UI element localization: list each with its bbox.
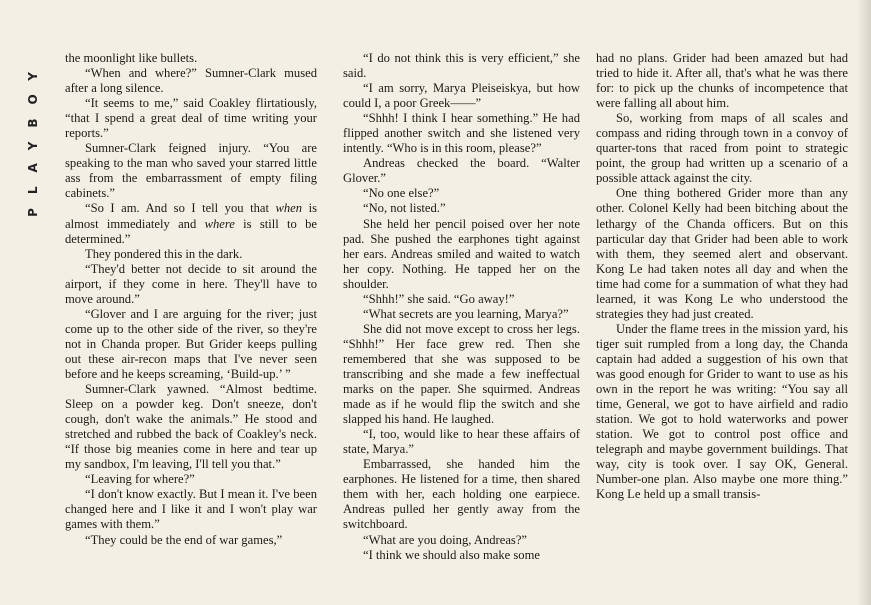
paragraph: “Leaving for where?”: [85, 472, 195, 487]
paragraph: “What are you doing, Andreas?”: [363, 532, 528, 547]
paragraph: “When and where?” Sumner-Clark mused after a long silence.: [65, 66, 317, 96]
paragraph: One thing bothered Grider more than any other. Colonel Kelly had been bitching about the lethargy of the Chanda officers. But on this particular day that Grider had been able to work with them, they seemed alert and observant. Kong Le had taken notes all day and when the time had come for a summation of what they had learned, it was Kong Le who understood the strategies they had just created.: [596, 186, 848, 321]
paragraph: Andreas checked the board. “Walter Glover.”: [343, 156, 580, 186]
paragraph: Under the flame trees in the mission yard, his tiger suit rumpled from a long day, the Chanda captain had added a suggestion of his own that was good enough for Grider to want to use as his own in the report he was writing: “You say all time, General, we got to have airfield and radio station. We got to hold waterworks and power station. We got to control post office and telegraph and maybe government buildings. That way, city is took over. I say OK, General. Number-one plan. Also maybe one more thing.” Kong Le held up a small transis-: [596, 321, 848, 502]
text-column-2: [343, 51, 580, 563]
paragraph: “Shhh! I think I hear something.” He had flipped another switch and she listened very intently. “Who is in this room, please?”: [343, 111, 580, 156]
paragraph: “Shhh!” she said. “Go away!”: [363, 291, 515, 306]
text-column-3: [596, 51, 848, 502]
paragraph: “They could be the end of war games,”: [85, 532, 283, 547]
paragraph: “No, not listed.”: [363, 201, 446, 216]
page-edge-shadow: [857, 0, 871, 605]
paragraph: “No one else?”: [363, 186, 440, 201]
paragraph: “What secrets are you learning, Marya?”: [363, 306, 569, 321]
text-column-1: [65, 51, 317, 548]
paragraph: Embarrassed, she handed him the earphones. He listened for a time, then shared them with her, each holding one earpiece. Andreas pulled her gently away from the switchboard.: [343, 457, 580, 532]
paragraph: “I don't know exactly. But I mean it. I've been changed here and I like it and I won't play war games with them.”: [65, 487, 317, 532]
paragraph: the moonlight like bullets.: [65, 51, 198, 65]
paragraph: Sumner-Clark yawned. “Almost bedtime. Sleep on a powder keg. Don't sneeze, don't cough, don't wake the animals.” He stood and stretched and rubbed the back of Coakley's neck. “If those big meanies come in here and tear up my sandbox, I'm leaving, I'll tell you that.”: [65, 382, 317, 472]
paragraph: “Glover and I are arguing for the river; just come up to the other side of the river, so they're not in Chanda proper. But Grider keeps pulling out these air-recon maps that I've never seen before and he keeps screaming, ‘Build-up.’ ”: [65, 306, 317, 381]
paragraph: “I do not think this is very efficient,” she said.: [343, 51, 580, 81]
paragraph: Sumner-Clark feigned injury. “You are speaking to the man who saved your starred little ass from the embarrassment of empty filing cabinets.”: [65, 141, 317, 201]
paragraph: She held her pencil poised over her note pad. She pushed the earphones tight against her ears. Andreas smiled and waited to watch her copy. Nothing. He tapped her on the shoulder.: [343, 216, 580, 291]
paragraph: “I am sorry, Marya Pleiseiskya, but how could I, a poor Greek——”: [343, 81, 580, 111]
masthead-vertical: PLAYBOY: [26, 58, 40, 217]
paragraph: “It seems to me,” said Coakley flirtatiously, “that I spend a great deal of time writing your reports.”: [65, 96, 317, 141]
paragraph: “So I am. And so I tell you that when is almost immediately and where is still to be determined.”: [65, 201, 317, 246]
paragraph: “They'd better not decide to sit around the airport, if they come in here. They'll have to move around.”: [65, 261, 317, 306]
paragraph: “I, too, would like to hear these affairs of state, Marya.”: [343, 427, 580, 457]
paragraph: “I think we should also make some: [363, 547, 540, 562]
paragraph: They pondered this in the dark.: [85, 246, 243, 261]
paragraph: She did not move except to cross her legs. “Shhh!” Her face grew red. Then she remembered that she was supposed to be transcribing and she made a few ineffectual marks on the paper. She squirmed. Andreas made as if he would flip the switch and she slapped his hand. He laughed.: [343, 321, 580, 427]
paragraph: had no plans. Grider had been amazed but had tried to hide it. After all, that's what he was there for: to pick up the chunks of incompetence that were falling all about him.: [596, 51, 848, 111]
paragraph: So, working from maps of all scales and compass and riding through town in a convoy of quarter-tons that raced from point to strategic point, the group had written up a scenario of a possible attack against the city.: [596, 111, 848, 186]
